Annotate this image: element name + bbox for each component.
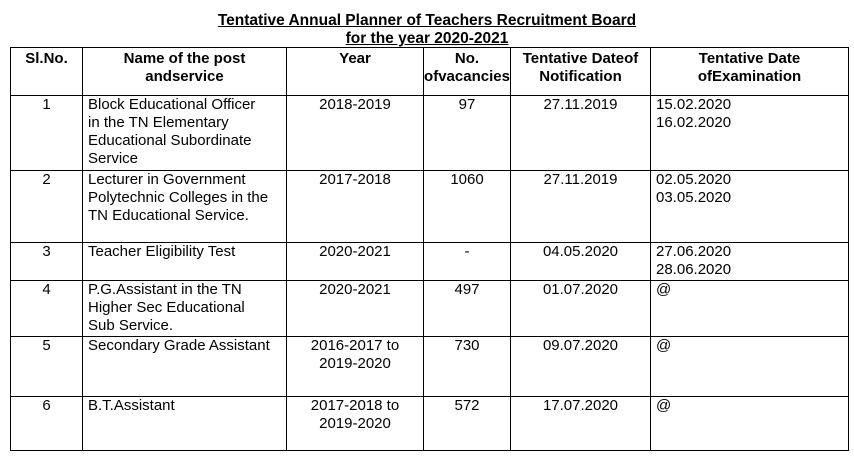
header-notification: Tentative Dateof Notification [511, 48, 651, 96]
cell-slno: 6 [11, 397, 83, 451]
cell-post: Teacher Eligibility Test [83, 243, 287, 281]
cell-exam: 02.05.2020 03.05.2020 [651, 171, 849, 243]
cell-exam: @ [651, 337, 849, 397]
cell-slno: 1 [11, 96, 83, 171]
cell-post: P.G.Assistant in the TN Higher Sec Educational Sub Service. [83, 281, 287, 337]
cell-notification: 09.07.2020 [511, 337, 651, 397]
document-subtitle: for the year 2020-2021 [345, 30, 509, 47]
table-row [11, 281, 849, 337]
cell-year: 2017-2018 [287, 171, 424, 243]
table-row [11, 337, 849, 397]
cell-slno: 3 [11, 243, 83, 281]
header-vacancies: No. ofvacancies [424, 48, 511, 96]
cell-exam: @ [651, 397, 849, 451]
cell-vacancies: - [424, 243, 511, 281]
cell-post: Block Educational Officer in the TN Elementary Educational Subordinate Service [83, 96, 287, 171]
cell-slno: 2 [11, 171, 83, 243]
cell-exam: @ [651, 281, 849, 337]
cell-vacancies: 497 [424, 281, 511, 337]
header-exam: Tentative Date ofExamination [651, 48, 849, 96]
cell-notification: 04.05.2020 [511, 243, 651, 281]
cell-year: 2018-2019 [287, 96, 424, 171]
cell-year: 2016-2017 to 2019-2020 [287, 337, 424, 397]
cell-post: Secondary Grade Assistant [83, 337, 287, 397]
cell-notification: 17.07.2020 [511, 397, 651, 451]
cell-post: Lecturer in Government Polytechnic Colleges in the TN Educational Service. [83, 171, 287, 243]
recruitment-planner-table [10, 47, 849, 451]
cell-notification: 27.11.2019 [511, 171, 651, 243]
table-row [11, 96, 849, 171]
cell-post: B.T.Assistant [83, 397, 287, 451]
table-header-row [11, 48, 849, 96]
cell-vacancies: 1060 [424, 171, 511, 243]
document-title: Tentative Annual Planner of Teachers Recruitment Board [217, 12, 637, 29]
table-row [11, 397, 849, 451]
header-post: Name of the post andservice [83, 48, 287, 96]
table-row [11, 243, 849, 281]
cell-slno: 4 [11, 281, 83, 337]
cell-notification: 01.07.2020 [511, 281, 651, 337]
cell-year: 2020-2021 [287, 243, 424, 281]
cell-exam: 27.06.2020 28.06.2020 [651, 243, 849, 281]
cell-exam: 15.02.2020 16.02.2020 [651, 96, 849, 171]
header-year: Year [287, 48, 424, 96]
cell-vacancies: 97 [424, 96, 511, 171]
cell-year: 2020-2021 [287, 281, 424, 337]
table-row [11, 171, 849, 243]
cell-slno: 5 [11, 337, 83, 397]
header-slno: Sl.No. [11, 48, 83, 96]
cell-notification: 27.11.2019 [511, 96, 651, 171]
cell-year: 2017-2018 to 2019-2020 [287, 397, 424, 451]
cell-vacancies: 572 [424, 397, 511, 451]
cell-vacancies: 730 [424, 337, 511, 397]
